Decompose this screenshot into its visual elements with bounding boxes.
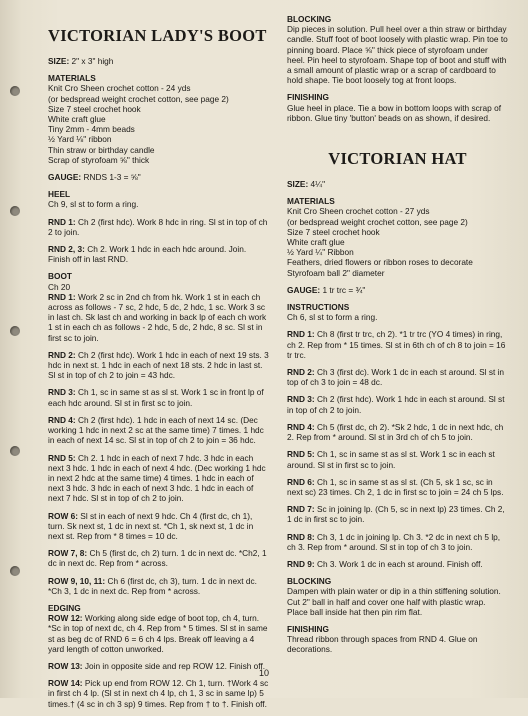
hat-material-item: Feathers, dried flowers or ribbon roses to decorate — [287, 257, 473, 268]
boot-gauge-value: RNDS 1-3 = ⅝" — [83, 172, 141, 183]
row-label: ROW 7, 8: — [48, 548, 88, 559]
edging-row — [48, 613, 269, 654]
boot-blocking — [287, 14, 508, 85]
boot-material-item: Knit Cro Sheen crochet cotton - 24 yds — [48, 83, 191, 94]
row-text: Pick up end from ROW 12. Ch 1, turn. †Work 4 sc in first ch 4 lp. (Sl st in next ch 4 lp, ch 1, 3 sc in same lp) 5 times.† (4 sc in ch 3 sp) 9 times. Rep from † to †. Finish off. — [48, 678, 269, 709]
row-label: RND 1: — [48, 291, 76, 302]
boot-finishing-text: Glue heel in place. Tie a bow in bottom loops with scrap of ribbon. Glue tiny 'button' beads on as shown, if desired. — [287, 102, 501, 123]
heel-heading: HEEL — [48, 189, 71, 200]
row-text: Ch 3. Work 1 dc in each st around. Finish off. — [316, 558, 483, 569]
boot-row — [48, 576, 269, 596]
hat-row — [287, 394, 508, 414]
boot-row — [48, 292, 269, 343]
row-text: Ch 2 (first hdc). 1 hdc in each of next 14 sc. (Dec working 1 hdc in next 2 sc at the same time) 7 times. 1 hdc in each of next 14 sc. Sl st in top of ch 2 to join = 36 hdc. — [48, 414, 264, 446]
hat-row — [287, 504, 508, 524]
hat-row — [287, 329, 508, 360]
heel-row — [48, 217, 269, 237]
row-label: RND 9: — [287, 558, 315, 569]
hat-chain: Ch 6, sl st to form a ring. — [287, 312, 378, 323]
hat-material-item: Knit Cro Sheen crochet cotton - 27 yds — [287, 206, 430, 217]
row-label: RND 3: — [48, 387, 76, 398]
hat-row — [287, 422, 508, 442]
hat-gauge — [287, 285, 508, 295]
hat-row — [287, 367, 508, 387]
hat-row — [287, 449, 508, 469]
binding-hole — [10, 566, 20, 576]
hat-finishing-heading: FINISHING — [287, 623, 329, 634]
hat-blocking-text: Dampen with plain water or dip in a thin stiffening solution. Cut 2" ball in half and cover one half with plastic wrap. Place ball inside hat then pin rim flat. — [287, 586, 501, 617]
hat-instructions-heading: INSTRUCTIONS — [287, 302, 350, 313]
hat-instructions — [287, 302, 508, 322]
hat-gauge-value: 1 tr trc = ¾" — [322, 284, 366, 295]
row-text: Ch 3, 1 dc in joining lp. Ch 3. *2 dc in next ch 5 lp, ch 3. Rep from * around. Sl st in top of ch 3 to join. — [287, 531, 501, 552]
left-column — [48, 14, 269, 716]
hat-materials — [287, 196, 508, 278]
row-label: ROW 12: — [48, 613, 83, 624]
boot-row — [48, 453, 269, 504]
boot-finishing-heading: FINISHING — [287, 92, 329, 103]
boot-blocking-heading: BLOCKING — [287, 14, 332, 24]
row-text: Ch 3 (first dc). Work 1 dc in each st around. Sl st in top of ch 3 to join = 48 dc. — [287, 367, 505, 388]
heel-section — [48, 189, 269, 209]
row-label: RND 6: — [287, 476, 315, 487]
hat-blocking — [287, 576, 508, 617]
edging-heading: EDGING — [48, 602, 81, 613]
row-label: ROW 13: — [48, 660, 83, 671]
row-label: RND 2: — [287, 367, 315, 378]
row-text: Ch 1, sc in same st as sl st. Work 1 sc in each st around. Sl st in first sc to join. — [287, 449, 495, 470]
boot-material-item: Tiny 2mm - 4mm beads — [48, 124, 135, 135]
boot-row — [48, 548, 269, 568]
row-text: Ch 2 (first hdc). Work 1 hdc in each of next 19 sts. 3 hdc in next st. 1 hdc in each of next 18 sts. 2 hdc in last st. Sl st in top of ch 2 to join = 43 hdc. — [48, 349, 269, 381]
row-text: Ch 2 (first hdc). Work 8 hdc in ring. Sl st in top of ch 2 to join. — [48, 216, 268, 237]
row-label: RND 2: — [48, 349, 76, 360]
hat-gauge-label: GAUGE: — [287, 284, 321, 295]
row-label: ROW 6: — [48, 510, 78, 521]
boot-materials-heading: MATERIALS — [48, 73, 96, 84]
hat-finishing-text: Thread ribbon through spaces from RND 4. Glue on decorations. — [287, 634, 478, 655]
boot-title: VICTORIAN LADY'S BOOT — [48, 26, 267, 45]
boot-size-label: SIZE: — [48, 56, 70, 66]
row-label: RND 4: — [48, 414, 76, 425]
right-column — [287, 14, 508, 716]
boot-materials — [48, 73, 269, 165]
row-text: Sc in joining lp. (Ch 5, sc in next lp) 23 times. Ch 2, 1 dc in first sc to join. — [287, 504, 505, 525]
edging-row — [48, 678, 269, 709]
row-text: Working along side edge of boot top, ch 4, turn. *Sc in top of next dc, ch 4. Rep from * 5 times. Sl st in same st as beg dc of RND 6 = 6 ch 4 lps. Break off leaving a 4 yard length of cotton unworked. — [48, 613, 268, 654]
row-label: RND 5: — [48, 452, 76, 463]
row-label: RND 2, 3: — [48, 244, 85, 255]
page-number: 10 — [258, 668, 269, 678]
boot-heading: BOOT — [48, 271, 72, 282]
boot-material-item: Scrap of styrofoam ⅝" thick — [48, 154, 150, 165]
row-label: ROW 9, 10, 11: — [48, 575, 106, 586]
row-label: ROW 14: — [48, 678, 83, 689]
row-text: Work 2 sc in 2nd ch from hk. Work 1 st in each ch across as follows - 7 sc, 2 hdc, 5 dc, 2 hdc, 1 sc. Work 3 sc in last ch. Sk last ch and working in back lp of each ch work 1 st in each ch as follows - 2 hdc, 5 dc, 2 hdc, 8 sc. Sl st in first sc to join. — [48, 291, 267, 343]
binding-hole — [10, 326, 20, 336]
row-text: Ch 1, sc in same st as sl st. (Ch 5, sk 1 sc, sc in next sc) 23 times. Ch 2, 1 dc in first sc to join = 24 ch 5 lps. — [287, 476, 504, 497]
hat-finishing — [287, 624, 508, 655]
hat-title: VICTORIAN HAT — [328, 149, 467, 169]
boot-size — [48, 56, 269, 66]
boot-gauge-label: GAUGE: — [48, 172, 82, 183]
boot-section — [48, 271, 269, 291]
hat-row — [287, 477, 508, 497]
row-label: RND 1: — [287, 329, 315, 340]
boot-row — [48, 511, 269, 542]
row-text: Ch 1, sc in same st as sl st. Work 1 sc in front lp of each hdc around. Sl st in first sc to join. — [48, 387, 264, 408]
binding-hole — [10, 446, 20, 456]
hat-size-label: SIZE: — [287, 179, 309, 190]
hat-material-item: Styrofoam ball 2" diameter — [287, 267, 385, 278]
hat-materials-heading: MATERIALS — [287, 196, 335, 207]
row-text: Sl st in each of next 9 hdc. Ch 4 (first dc, ch 1), turn. Sk next st, 1 dc in next st. *Ch 1, sk next st, 1 dc in next st. Rep from * 8 times = 10 dc. — [48, 510, 254, 541]
row-text: Ch 8 (first tr trc, ch 2). *1 tr trc (YO 4 times) in ring, ch 2. Rep from * 15 times. Sl st in 6th ch of ch 8 to join = 16 tr trc. — [287, 329, 506, 360]
row-text: Ch 5 (first dc, ch 2) turn. 1 dc in next dc. *Ch2, 1 dc in next dc. Rep from * across. — [48, 548, 267, 569]
binding-hole — [10, 206, 20, 216]
boot-row — [48, 387, 269, 407]
row-text: Join in opposite side and rep ROW 12. Finish off. — [84, 660, 266, 671]
heel-chain: Ch 9, sl st to form a ring. — [48, 199, 139, 210]
hat-material-item: White craft glue — [287, 237, 345, 248]
binding-hole — [10, 86, 20, 96]
boot-chain: Ch 20 — [48, 281, 71, 292]
row-label: RND 7: — [287, 504, 315, 515]
hat-size — [287, 179, 508, 189]
row-label: RND 4: — [287, 421, 315, 432]
row-text: Ch 5 (first dc, ch 2). *Sk 2 hdc, 1 dc in next hdc, ch 2. Rep from * around. Sl st in 3rd ch of ch 5 to join. — [287, 421, 504, 443]
row-label: RND 8: — [287, 531, 315, 542]
row-text: Ch 2 (first hdc). Work 1 hdc in each st around. Sl st in top of ch 2 to join. — [287, 394, 505, 415]
boot-gauge — [48, 172, 269, 182]
boot-size-value: 2" x 3" high — [71, 56, 114, 66]
row-label: RND 1: — [48, 216, 76, 227]
hat-row — [287, 532, 508, 552]
hat-blocking-heading: BLOCKING — [287, 576, 332, 587]
row-text: Ch 2. 1 hdc in each of next 7 hdc. 3 hdc in each next 3 hdc. 1 hdc in each of next 4 hdc. (Dec working 1 hdc in next 2 hdc at the same time) 4 times. 1 hdc in each of next 3 hdc. 3 hdc in each of next 3 hdc. 1 hdc in each of next 7 hdc. Sl st in top of ch 2 to join. — [48, 452, 266, 504]
boot-row — [48, 350, 269, 381]
boot-row — [48, 415, 269, 446]
boot-material-item: (or bedspread weight crochet cotton, see page 2) — [48, 93, 229, 104]
hat-size-value: 4¼" — [310, 179, 326, 190]
hat-material-item: (or bedspread weight crochet cotton, see page 2) — [287, 216, 468, 227]
boot-material-item: Size 7 steel crochet hook — [48, 103, 141, 114]
row-text: Ch 2. Work 1 hdc in each hdc around. Join. Finish off in last RND. — [48, 244, 247, 265]
hat-material-item: ½ Yard ¼" Ribbon — [287, 247, 354, 258]
row-label: RND 5: — [287, 449, 315, 460]
boot-blocking-text: Dip pieces in solution. Pull heel over a thin straw or birthday candle. Stuff foot of boot loosely with plastic wrap. Pin toe to pinning board. Place ⅝" thick piece of styrofoam under heel. Pin heel to styrofoam. Shape top of boot and stuff with a small amount of plastic wrap or a scrap of cardboard to hold shape. Tie boot loosely tog at front loops. — [287, 24, 508, 86]
row-label: RND 3: — [287, 394, 315, 405]
boot-material-item: Thin straw or birthday candle — [48, 144, 155, 155]
binding-holes — [10, 0, 22, 698]
boot-material-item: White craft glue — [48, 114, 106, 125]
hat-material-item: Size 7 steel crochet hook — [287, 226, 380, 237]
heel-row — [48, 244, 269, 264]
boot-material-item: ½ Yard ⅛" ribbon — [48, 134, 112, 145]
row-text: Ch 6 (first dc, ch 3), turn. 1 dc in next dc. *Ch 3, 1 dc in next dc. Rep from * across. — [48, 575, 257, 596]
hat-row — [287, 559, 508, 569]
boot-finishing — [287, 92, 508, 123]
